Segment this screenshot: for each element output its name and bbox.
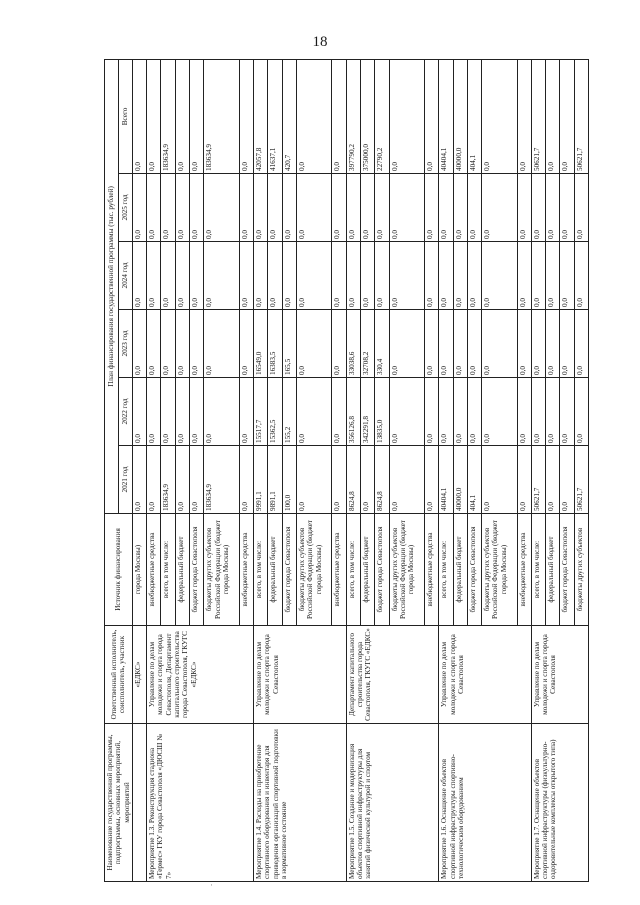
header-year-2022: 2022 год	[118, 378, 132, 446]
table-row	[346, 59, 360, 881]
value-cell: 356126,8	[346, 378, 360, 446]
value-cell: 50621,7	[574, 59, 589, 173]
value-cell: 50621,7	[574, 446, 589, 514]
source-cell: внебюджетные средства	[147, 514, 161, 626]
header-year-2025: 2025 год	[118, 174, 132, 242]
value-cell: 0,0	[254, 242, 268, 310]
value-cell: 0,0	[482, 242, 517, 310]
value-cell: 0,0	[517, 174, 531, 242]
source-cell: бюджет города Севастополя	[560, 514, 574, 626]
value-cell: 0,0	[161, 174, 175, 242]
source-cell: бюджеты других субъектов Российской Федерации (бюджет города Москвы)	[297, 514, 332, 626]
value-cell: 0,0	[560, 310, 574, 378]
header-source: Источник финансирования	[105, 514, 133, 626]
value-cell: 0,0	[190, 378, 204, 446]
value-cell: 0,0	[389, 174, 424, 242]
value-cell: 0,0	[175, 446, 189, 514]
value-cell: 41637,1	[268, 59, 282, 173]
value-cell: 0,0	[574, 378, 589, 446]
value-cell: 0,0	[360, 174, 374, 242]
value-cell: 0,0	[239, 310, 253, 378]
value-cell: 9991,1	[254, 446, 268, 514]
value-cell: 0,0	[560, 378, 574, 446]
source-cell: бюджеты других субъектов Российской Федерации (бюджет города Москвы)	[389, 514, 424, 626]
value-cell: 0,0	[175, 59, 189, 173]
value-cell: 183634,9	[204, 59, 239, 173]
value-cell: 8624,8	[375, 446, 389, 514]
value-cell: 0,0	[560, 59, 574, 173]
source-cell: бюджет города Севастополя	[375, 514, 389, 626]
value-cell: 0,0	[268, 174, 282, 242]
value-cell: 0,0	[360, 242, 374, 310]
value-cell: 0,0	[204, 378, 239, 446]
value-cell: 0,0	[467, 174, 481, 242]
value-cell: 0,0	[161, 242, 175, 310]
value-cell: 0,0	[424, 378, 438, 446]
source-cell: федеральный бюджет	[546, 514, 560, 626]
value-cell: 0,0	[439, 174, 453, 242]
value-cell: 0,0	[332, 59, 346, 173]
value-cell: 0,0	[531, 310, 545, 378]
source-cell: внебюджетные средства	[517, 514, 531, 626]
value-cell: 0,0	[531, 174, 545, 242]
value-cell: 0,0	[389, 59, 424, 173]
value-cell: 0,0	[560, 242, 574, 310]
value-cell: 0,0	[453, 242, 467, 310]
value-cell: 0,0	[190, 174, 204, 242]
value-cell: 420,7	[282, 59, 296, 173]
measure-name-cell: Мероприятие 1.7. Оснащение объектов спортивной инфраструктуры (физкультурно-оздоровительные комплексы открытого типа)	[531, 724, 588, 882]
header-row-top	[105, 59, 119, 881]
continuation-row	[132, 59, 146, 881]
header-year-2023: 2023 год	[118, 310, 132, 378]
value-cell: 0,0	[190, 310, 204, 378]
continuation-participant: «ЕДКС»	[132, 626, 146, 724]
value-cell: 0,0	[332, 310, 346, 378]
executor-cell: Управление по делам молодежи и спорта города Севастополя	[254, 626, 347, 724]
value-cell: 40404,1	[439, 59, 453, 173]
value-cell: 0,0	[517, 310, 531, 378]
value-cell: 0,0	[204, 310, 239, 378]
value-cell: 0,0	[546, 446, 560, 514]
value-cell: 16383,5	[268, 310, 282, 378]
value-cell: 0,0	[375, 242, 389, 310]
value-cell: 0,0	[297, 174, 332, 242]
value-cell: 0,0	[467, 310, 481, 378]
continuation-name-cell	[132, 724, 146, 882]
value-cell: 0,0	[332, 446, 346, 514]
value-cell: 0,0	[574, 242, 589, 310]
value-cell: 0,0	[297, 446, 332, 514]
value-cell: 0,0	[546, 174, 560, 242]
continuation-value: 0,0	[132, 446, 146, 514]
value-cell: 0,0	[204, 242, 239, 310]
continuation-value: 0,0	[132, 242, 146, 310]
source-cell: всего, в том числе:	[254, 514, 268, 626]
value-cell: 0,0	[161, 310, 175, 378]
value-cell: 0,0	[389, 446, 424, 514]
header-total: Всего	[118, 59, 132, 173]
value-cell: 0,0	[439, 378, 453, 446]
header-executor: Ответственный исполнитель, соисполнитель, участник	[105, 626, 133, 724]
measure-name-cell: Мероприятие 1.3. Реконструкция стадиона «Гермес» ГКУ города Севастополя «ДЮСШ № 7»	[147, 724, 254, 882]
value-cell: 0,0	[517, 59, 531, 173]
source-cell: внебюджетные средства	[424, 514, 438, 626]
value-cell: 330,4	[375, 310, 389, 378]
source-cell: всего, в том числе:	[161, 514, 175, 626]
value-cell: 0,0	[239, 446, 253, 514]
continuation-value: 0,0	[132, 378, 146, 446]
header-year-2021: 2021 год	[118, 446, 132, 514]
value-cell: 0,0	[389, 310, 424, 378]
value-cell: 0,0	[282, 174, 296, 242]
value-cell: 0,0	[453, 310, 467, 378]
value-cell: 0,0	[546, 59, 560, 173]
value-cell: 183634,9	[161, 59, 175, 173]
value-cell: 0,0	[332, 378, 346, 446]
table-row	[439, 59, 453, 881]
executor-cell: Департамент капитального строительства города Севастополя, ГКУГС «ЕДКС»	[346, 626, 439, 724]
value-cell: 0,0	[389, 378, 424, 446]
value-cell: 0,0	[360, 446, 374, 514]
value-cell: 0,0	[239, 59, 253, 173]
value-cell: 0,0	[175, 174, 189, 242]
value-cell: 342291,8	[360, 378, 374, 446]
value-cell: 0,0	[346, 242, 360, 310]
value-cell: 0,0	[467, 242, 481, 310]
executor-cell: Управление по делам молодежи и спорта города Севастополя	[439, 626, 532, 724]
value-cell: 0,0	[560, 446, 574, 514]
value-cell: 0,0	[482, 378, 517, 446]
measure-name-cell: Мероприятие 1.6. Оснащение объектов спортивной инфраструктуры спортивно-технологическим оборудованием	[439, 724, 532, 882]
source-cell: бюджет города Севастополя	[467, 514, 481, 626]
value-cell: 32708,2	[360, 310, 374, 378]
value-cell: 0,0	[546, 378, 560, 446]
value-cell: 375000,0	[360, 59, 374, 173]
value-cell: 0,0	[560, 174, 574, 242]
value-cell: 8624,8	[346, 446, 360, 514]
measure-name-cell: Мероприятие 1.5. Создание и модернизация объектов спортивной инфраструктуры для занятий физической культурой и спортом	[346, 724, 439, 882]
source-cell: бюджеты других субъектов Российской Федерации (бюджет города Москвы)	[204, 514, 239, 626]
value-cell: 0,0	[482, 59, 517, 173]
value-cell: 13835,0	[375, 378, 389, 446]
source-cell: всего, в том числе:	[531, 514, 545, 626]
value-cell: 0,0	[254, 174, 268, 242]
source-cell: федеральный бюджет	[453, 514, 467, 626]
value-cell: 0,0	[204, 174, 239, 242]
header-year-2024: 2024 год	[118, 242, 132, 310]
value-cell: 0,0	[190, 59, 204, 173]
value-cell: 33038,6	[346, 310, 360, 378]
value-cell: 40000,0	[453, 446, 467, 514]
value-cell: 0,0	[147, 310, 161, 378]
source-cell: бюджеты других субъектов	[574, 514, 589, 626]
value-cell: 183634,9	[161, 446, 175, 514]
value-cell: 0,0	[453, 174, 467, 242]
value-cell: 0,0	[482, 446, 517, 514]
value-cell: 0,0	[282, 242, 296, 310]
value-cell: 0,0	[517, 446, 531, 514]
value-cell: 40404,1	[439, 446, 453, 514]
source-cell: внебюджетные средства	[239, 514, 253, 626]
value-cell: 0,0	[482, 174, 517, 242]
value-cell: 0,0	[190, 446, 204, 514]
value-cell: 0,0	[175, 242, 189, 310]
measure-name-cell: Мероприятие 1.4. Расходы на приобретение спортивного оборудования и инвентаря для приведения организаций спортивной подготовки в нормативное состояние	[254, 724, 347, 882]
value-cell: 0,0	[531, 242, 545, 310]
value-cell: 183634,9	[204, 446, 239, 514]
value-cell: 0,0	[424, 242, 438, 310]
value-cell: 40000,0	[453, 59, 467, 173]
source-cell: всего, в том числе:	[346, 514, 360, 626]
value-cell: 0,0	[332, 242, 346, 310]
executor-cell: Управление по делам молодежи и спорта города Севастополя	[531, 626, 588, 724]
value-cell: 404,1	[467, 446, 481, 514]
value-cell: 397790,2	[346, 59, 360, 173]
value-cell: 165,5	[282, 310, 296, 378]
value-cell: 15517,7	[254, 378, 268, 446]
value-cell: 0,0	[161, 378, 175, 446]
continuation-value: 0,0	[132, 174, 146, 242]
financing-table	[104, 59, 589, 882]
value-cell: 9891,1	[268, 446, 282, 514]
value-cell: 0,0	[239, 242, 253, 310]
source-cell: всего, в том числе:	[439, 514, 453, 626]
value-cell: 0,0	[453, 378, 467, 446]
continuation-value: 0,0	[132, 310, 146, 378]
header-plan: План финансирования государственной программы (тыс. рублей)	[105, 59, 119, 513]
value-cell: 0,0	[332, 174, 346, 242]
value-cell: 0,0	[297, 310, 332, 378]
value-cell: 0,0	[175, 310, 189, 378]
source-cell: бюджет города Севастополя	[282, 514, 296, 626]
value-cell: 155,2	[282, 378, 296, 446]
table-row	[531, 59, 545, 881]
value-cell: 0,0	[424, 174, 438, 242]
value-cell: 0,0	[297, 59, 332, 173]
value-cell: 0,0	[574, 310, 589, 378]
value-cell: 50621,7	[531, 59, 545, 173]
value-cell: 0,0	[389, 242, 424, 310]
value-cell: 0,0	[346, 174, 360, 242]
value-cell: 0,0	[147, 446, 161, 514]
value-cell: 50621,7	[531, 446, 545, 514]
value-cell: 404,1	[467, 59, 481, 173]
value-cell: 0,0	[147, 242, 161, 310]
value-cell: 0,0	[439, 242, 453, 310]
value-cell: 0,0	[546, 242, 560, 310]
source-cell: федеральный бюджет	[360, 514, 374, 626]
rotated-table-container	[104, 60, 584, 882]
continuation-source: города Москвы)	[132, 514, 146, 626]
value-cell: 0,0	[424, 446, 438, 514]
value-cell: 0,0	[546, 310, 560, 378]
value-cell: 0,0	[239, 378, 253, 446]
value-cell: 0,0	[297, 242, 332, 310]
source-cell: федеральный бюджет	[268, 514, 282, 626]
value-cell: 0,0	[424, 310, 438, 378]
value-cell: 22790,2	[375, 59, 389, 173]
value-cell: 0,0	[467, 378, 481, 446]
value-cell: 0,0	[531, 378, 545, 446]
value-cell: 0,0	[517, 378, 531, 446]
value-cell: 100,0	[282, 446, 296, 514]
page-number: 18	[312, 34, 328, 50]
table-row	[147, 59, 161, 881]
value-cell: 42057,8	[254, 59, 268, 173]
value-cell: 0,0	[375, 174, 389, 242]
source-cell: внебюджетные средства	[332, 514, 346, 626]
table-row	[254, 59, 268, 881]
value-cell: 0,0	[175, 378, 189, 446]
value-cell: 0,0	[482, 310, 517, 378]
value-cell: 0,0	[297, 378, 332, 446]
value-cell: 16549,0	[254, 310, 268, 378]
value-cell: 0,0	[239, 174, 253, 242]
value-cell: 0,0	[190, 242, 204, 310]
continuation-value: 0,0	[132, 59, 146, 173]
executor-cell: Управление по делам молодежи и спорта города Севастополя, Департамент капитального строительства города Севастополя, ГКУГС «ЕДКС»	[147, 626, 254, 724]
source-cell: бюджеты других субъектов Российской Федерации (бюджет города Москвы)	[482, 514, 517, 626]
value-cell: 0,0	[424, 59, 438, 173]
footer-mark: ·	[210, 880, 213, 890]
value-cell: 15362,5	[268, 378, 282, 446]
header-program-name: Наименование государственной программы, подпрограммы, основных мероприятий, мероприятий	[105, 724, 133, 882]
value-cell: 0,0	[147, 59, 161, 173]
value-cell: 0,0	[517, 242, 531, 310]
source-cell: бюджет города Севастополя	[190, 514, 204, 626]
rotated-table-wrapper	[104, 60, 584, 882]
value-cell: 0,0	[147, 174, 161, 242]
source-cell: федеральный бюджет	[175, 514, 189, 626]
value-cell: 0,0	[268, 242, 282, 310]
value-cell: 0,0	[147, 378, 161, 446]
value-cell: 0,0	[574, 174, 589, 242]
value-cell: 0,0	[439, 310, 453, 378]
